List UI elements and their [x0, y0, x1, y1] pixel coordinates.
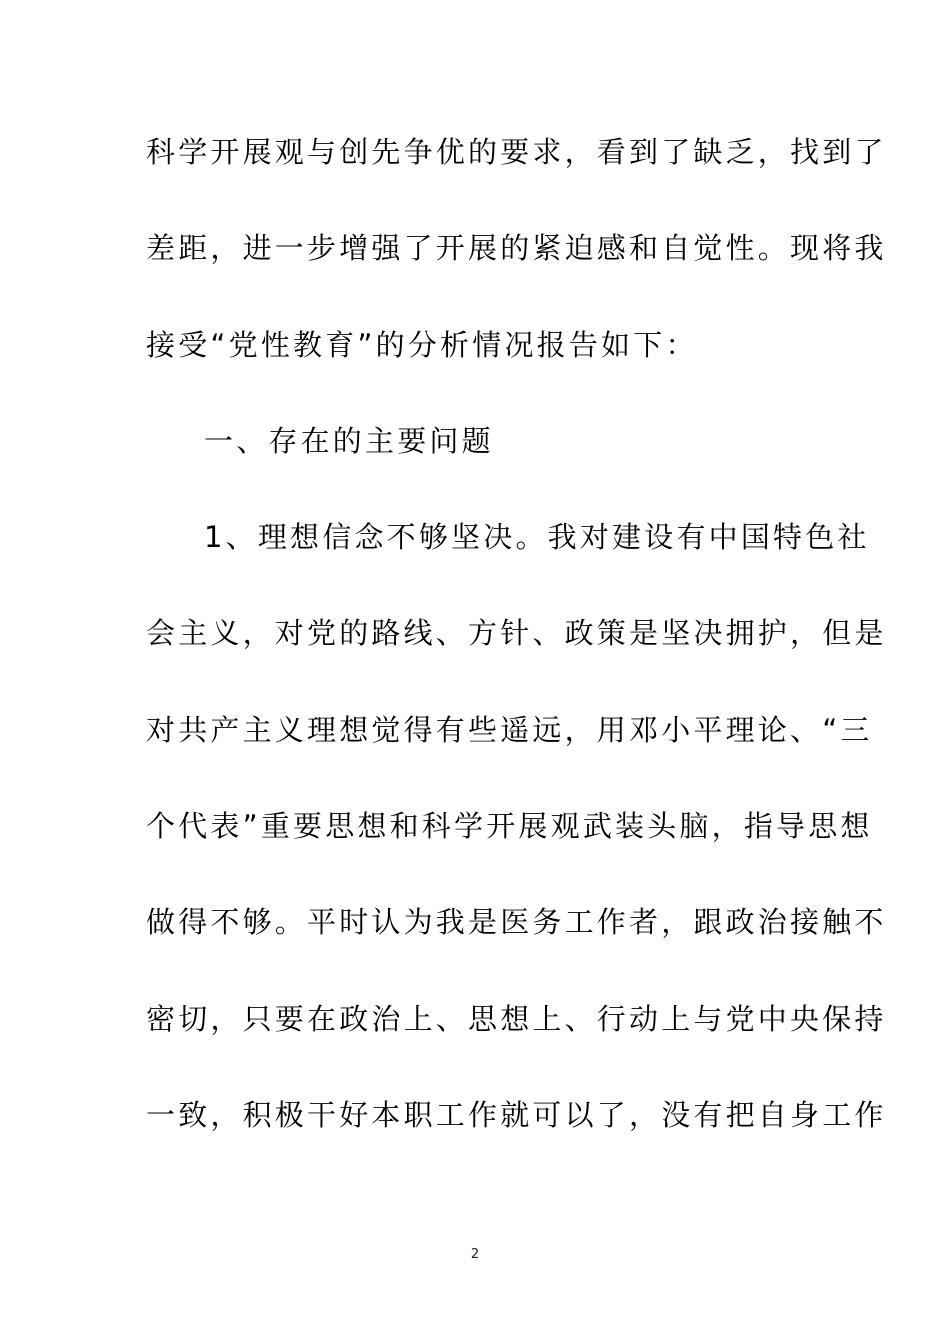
section-heading: 一、存在的主要问题 [204, 423, 494, 458]
page-number: 2 [470, 1247, 480, 1262]
paragraph-line: 密切，只要在政治上、思想上、行动上与党中央保持 [146, 1001, 887, 1036]
paragraph-line: 个代表”重要思想和科学开展观武装头脑，指导思想 [146, 809, 873, 844]
paragraph-line: 对共产主义理想觉得有些遥远，用邓小平理论、“三 [146, 712, 873, 747]
paragraph-line: 接受“党性教育”的分析情况报告如下： [146, 327, 698, 362]
paragraph-line: 会主义，对党的路线、方针、政策是坚决拥护，但是 [146, 616, 887, 651]
document-body [146, 123, 887, 1182]
paragraph-line: 1、理想信念不够坚决。我对建设有中国特色社 [204, 520, 870, 555]
paragraph-line: 科学开展观与创先争优的要求，看到了缺乏，找到了 [146, 135, 887, 169]
paragraph-line: 差距，进一步增强了开展的紧迫感和自觉性。现将我 [146, 231, 887, 266]
paragraph-line: 一致，积极干好本职工作就可以了，没有把自身工作 [146, 1097, 887, 1132]
paragraph-line: 做得不够。平时认为我是医务工作者，跟政治接触不 [146, 905, 887, 940]
